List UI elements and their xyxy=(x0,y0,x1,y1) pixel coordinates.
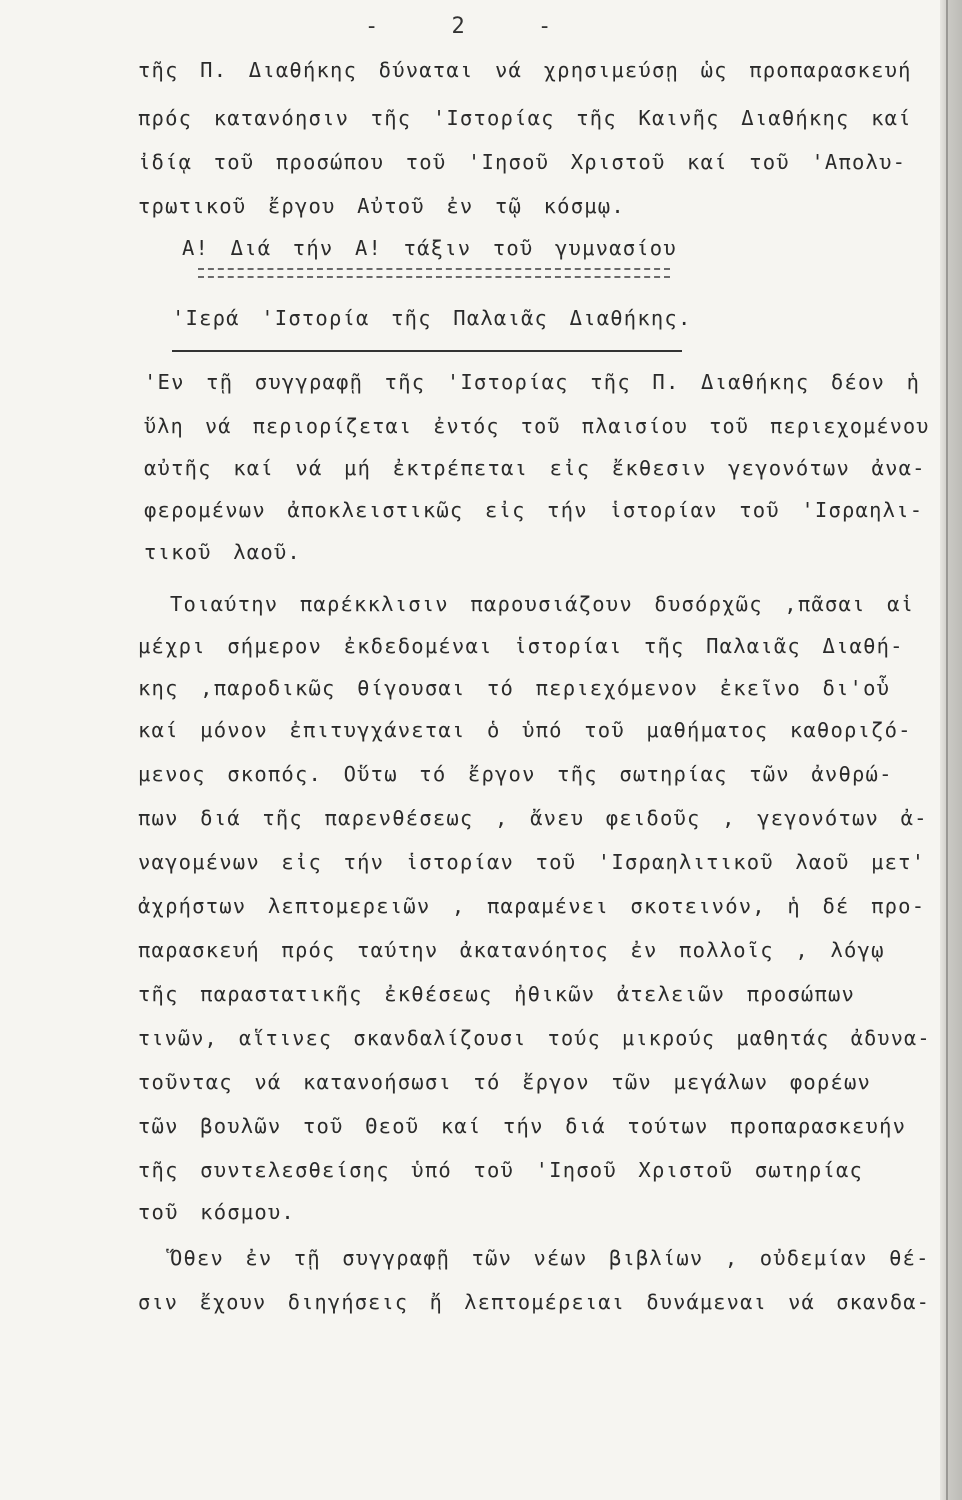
text-line: τρωτικοῦ ἔργου Αὐτοῦ ἐν τῷ κόσμῳ. xyxy=(138,194,625,218)
text-line: Ὅθεν ἐν τῇ συγγραφῇ τῶν νέων βιβλίων , οὐδεμίαν θέ- xyxy=(170,1246,930,1270)
section-title: 'Ιερά 'Ιστορία τῆς Παλαιᾶς Διαθήκης. xyxy=(172,306,692,330)
text-line: ἀχρήστων λεπτομερειῶν , παραμένει σκοτεινόν, ἡ δέ προ- xyxy=(138,894,926,918)
text-line: καί μόνον ἐπιτυγχάνεται ὁ ὑπό τοῦ μαθήματος καθοριζό- xyxy=(138,718,912,742)
text-line: τῆς συντελεσθείσης ὑπό τοῦ 'Ιησοῦ Χριστοῦ σωτηρίας xyxy=(138,1158,864,1182)
text-line: μέχρι σήμερον ἐκδεδομέναι ἱστορίαι τῆς Παλαιᾶς Διαθή- xyxy=(138,634,904,658)
text-line: παρασκευή πρός ταύτην ἀκατανόητος ἐν πολλοῖς , λόγῳ xyxy=(138,938,885,962)
text-line: τῆς Π. Διαθήκης δύναται νά χρησιμεύσῃ ὡς προπαρασκευή xyxy=(138,58,912,82)
text-line: μενος σκοπός. Οὕτω τό ἔργον τῆς σωτηρίας τῶν ἀνθρώ- xyxy=(138,762,893,786)
text-line: πρός κατανόησιν τῆς 'Ιστορίας τῆς Καινῆς Διαθήκης καί xyxy=(138,106,912,130)
page-edge xyxy=(940,0,962,1500)
text-line: 'Εν τῇ συγγραφῇ τῆς 'Ιστορίας τῆς Π. Διαθήκης δέον ἡ xyxy=(144,370,921,394)
text-line: τῆς παραστατικῆς ἐκθέσεως ἠθικῶν ἀτελειῶν προσώπων xyxy=(138,982,856,1006)
text-line: τῶν βουλῶν τοῦ Θεοῦ καί τήν διά τούτων προπαρασκευήν xyxy=(138,1114,907,1138)
text-line: τοῦντας νά κατανοήσωσι τό ἔργον τῶν μεγάλων φορέων xyxy=(138,1070,872,1094)
text-line: αὐτῆς καί νά μή ἐκτρέπεται εἰς ἔκθεσιν γεγονότων ἀνα- xyxy=(144,456,926,480)
title-underline xyxy=(172,350,682,352)
text-line: τινῶν, αἵτινες σκανδαλίζουσι τούς μικρούς μαθητάς ἀδυνα- xyxy=(138,1026,931,1050)
text-line: Τοιαύτην παρέκκλισιν παρουσιάζουν δυσόρχῶς ,πᾶσαι αἱ xyxy=(170,592,915,616)
text-line: πων διά τῆς παρενθέσεως , ἄνευ φειδοῦς , γεγονότων ἀ- xyxy=(138,806,928,830)
text-line: ἰδίᾳ τοῦ προσώπου τοῦ 'Ιησοῦ Χριστοῦ καί τοῦ 'Απολυ- xyxy=(138,150,907,174)
heading-underline xyxy=(198,276,670,278)
page-number: - 2 - xyxy=(365,14,582,39)
text-line: ὕλη νά περιορίζεται ἐντός τοῦ πλαισίου τοῦ περιεχομένου xyxy=(144,414,930,438)
text-line: κης ,παροδικῶς θίγουσαι τό περιεχόμενον ἐκεῖνο δι'οὗ xyxy=(138,676,891,700)
heading-underline xyxy=(198,268,670,270)
text-line: φερομένων ἀποκλειστικῶς εἰς τήν ἱστορίαν τοῦ 'Ισραηλι- xyxy=(144,498,924,522)
text-line: τοῦ κόσμου. xyxy=(138,1200,295,1224)
text-line: τικοῦ λαοῦ. xyxy=(144,540,301,564)
text-line: ναγομένων εἰς τήν ἱστορίαν τοῦ 'Ισραηλιτικοῦ λαοῦ μετ' xyxy=(138,850,926,874)
text-line: σιν ἔχουν διηγήσεις ἤ λεπτομέρειαι δυνάμεναι νά σκανδα- xyxy=(138,1290,931,1314)
section-heading: Α! Διά τήν Α! τάξιν τοῦ γυμνασίου xyxy=(182,236,677,260)
